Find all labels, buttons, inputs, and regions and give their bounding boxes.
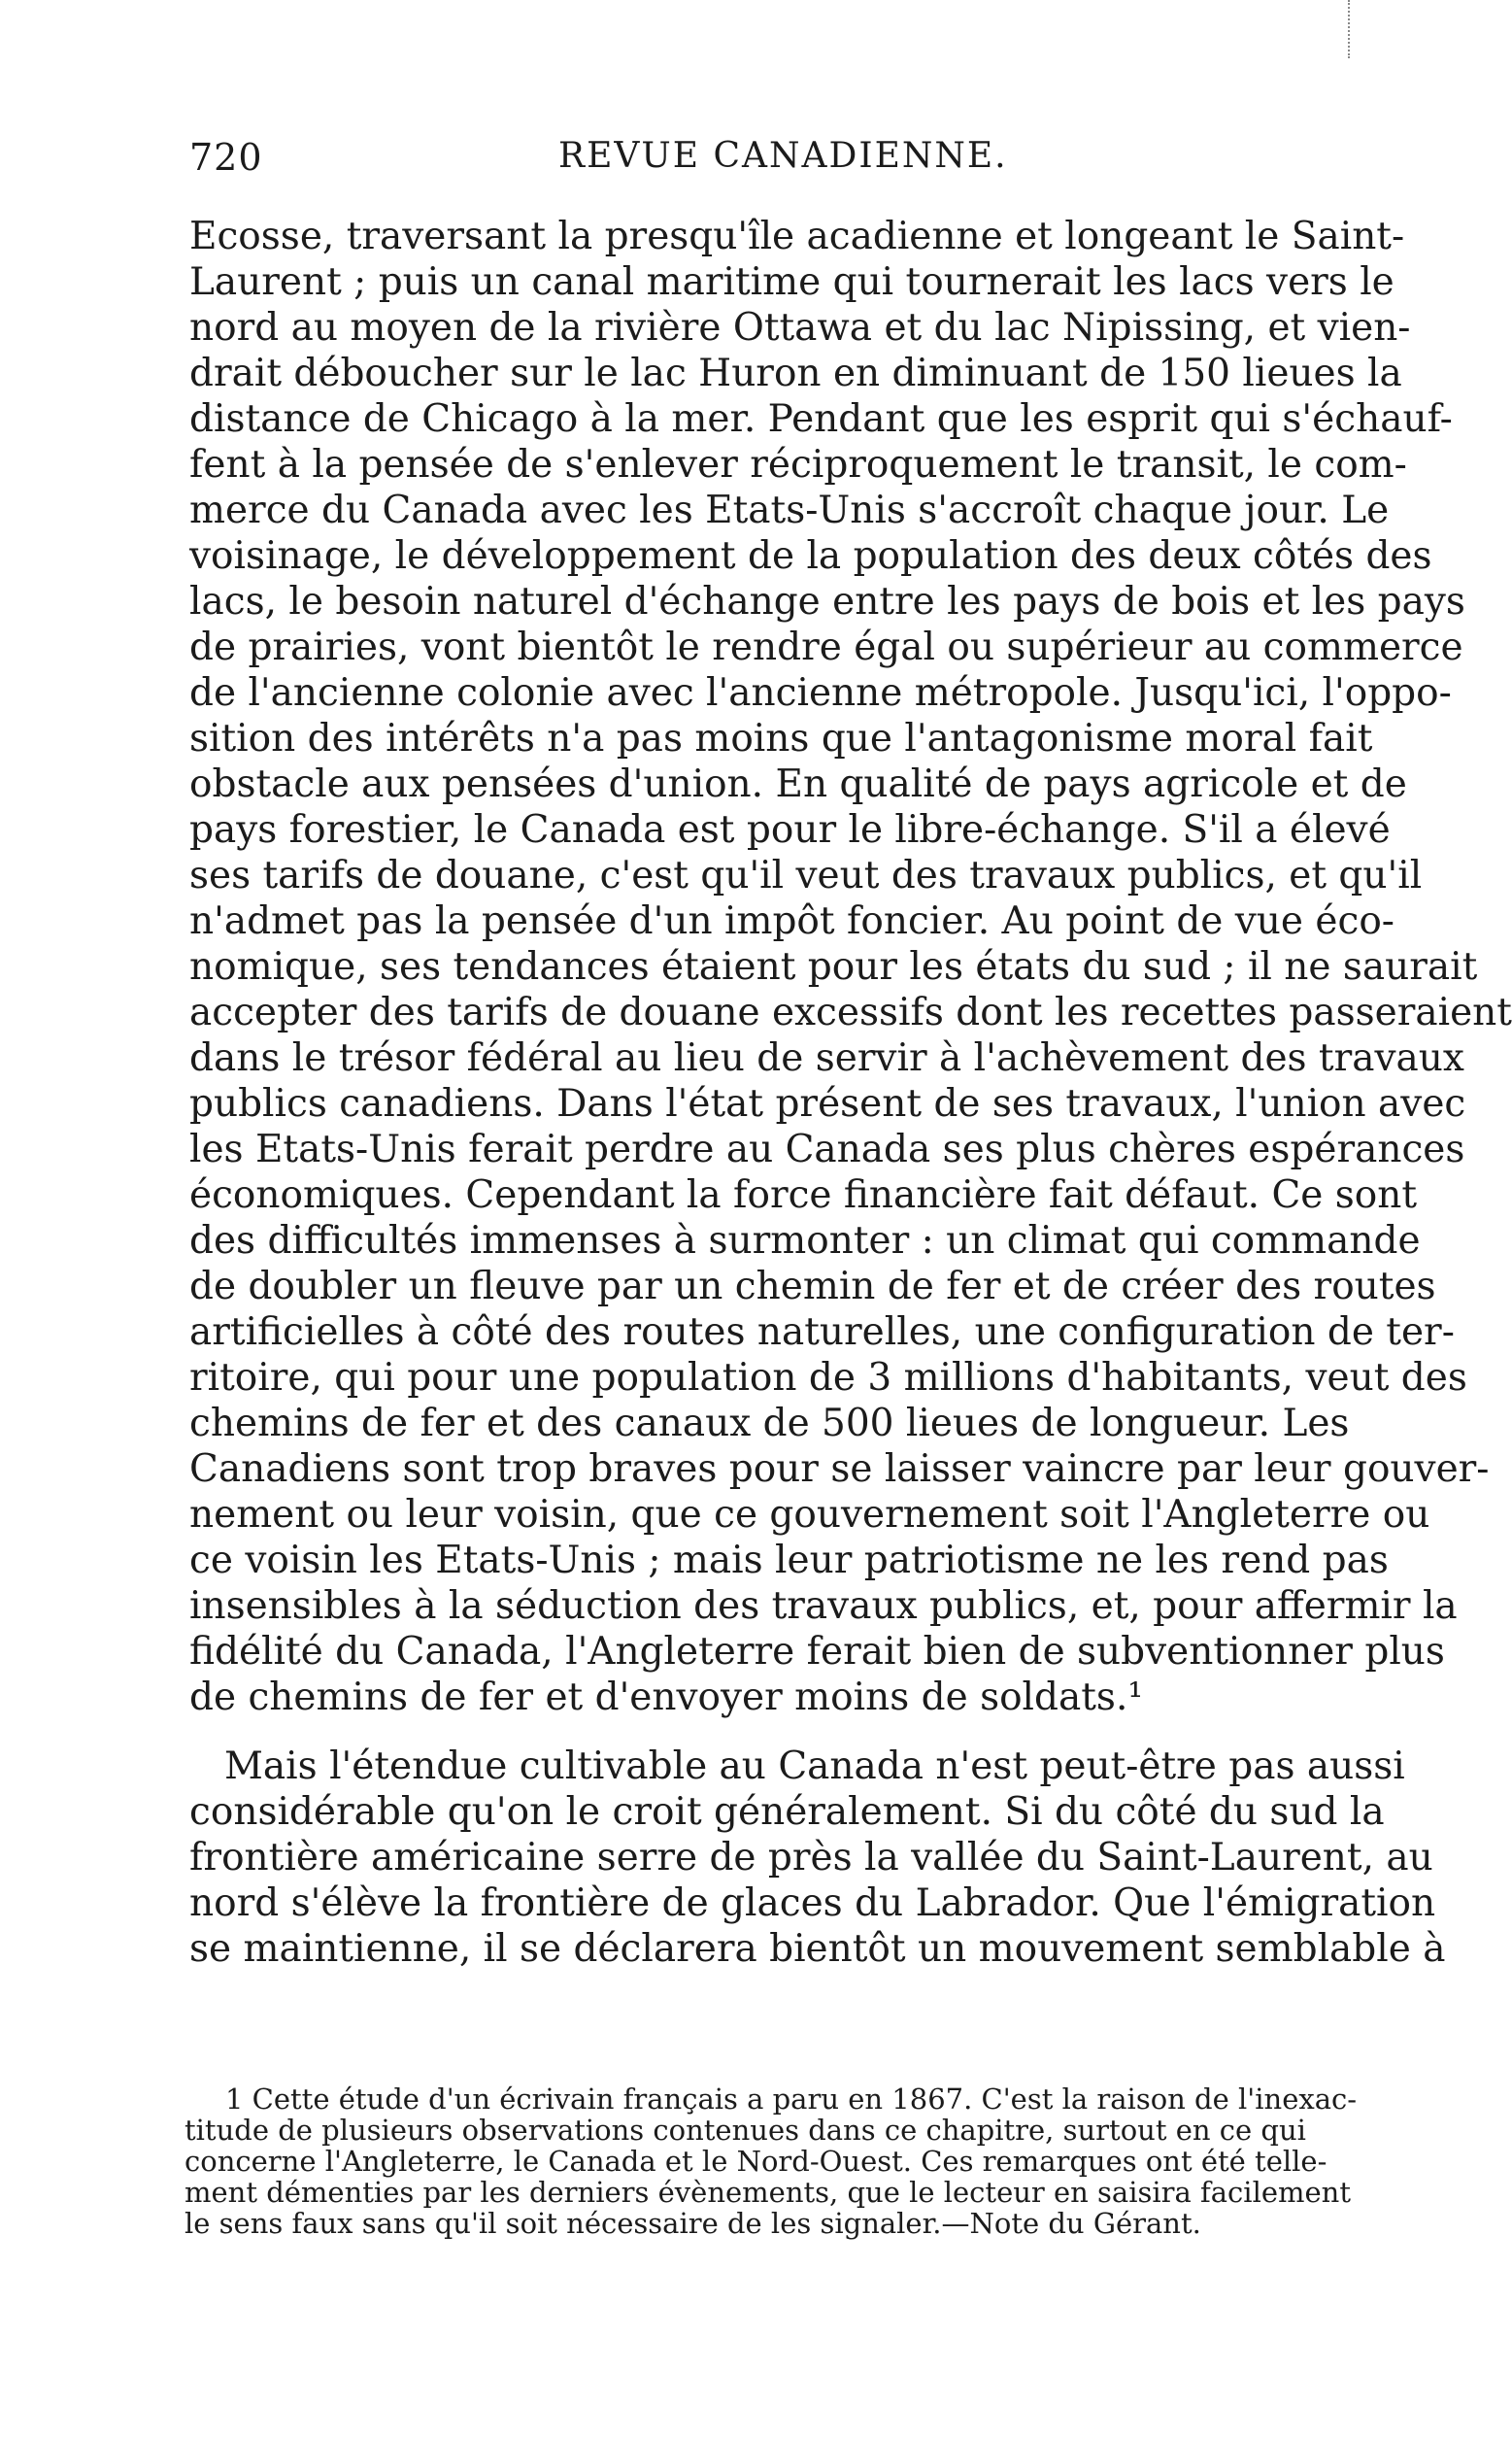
text-line: se maintienne, il se déclarera bientôt un mouvement semblable à: [189, 1927, 1446, 1971]
text-line: de doubler un fleuve par un chemin de fer et de créer des routes: [189, 1265, 1436, 1308]
footnote-line: ment démenties par les derniers évènements, que le lecteur en saisira facilement: [185, 2176, 1351, 2209]
text-line: nord s'élève la frontière de glaces du Labrador. Que l'émigration: [189, 1881, 1436, 1925]
body-text: [189, 214, 1512, 1972]
text-line: ce voisin les Etats-Unis ; mais leur patriotisme ne les rend pas: [189, 1539, 1389, 1582]
text-line: les Etats-Unis ferait perdre au Canada ses plus chères espérances: [189, 1128, 1465, 1171]
text-line: ritoire, qui pour une population de 3 millions d'habitants, veut des: [189, 1356, 1467, 1400]
text-line: fidélité du Canada, l'Angleterre ferait bien de subventionner plus: [189, 1630, 1445, 1674]
page-header: [189, 136, 1063, 194]
text-line: n'admet pas la pensée d'un impôt foncier. Au point de vue éco-: [189, 899, 1394, 943]
paragraph-gap: [189, 1720, 1355, 1744]
text-line: chemins de fer et des canaux de 500 lieues de longueur. Les: [189, 1402, 1350, 1445]
text-line: accepter des tarifs de douane excessifs dont les recettes passeraient: [189, 991, 1512, 1034]
text-line: insensibles à la séduction des travaux publics, et, pour affermir la: [189, 1584, 1458, 1628]
text-line: nord au moyen de la rivière Ottawa et du lac Nipissing, et vien-: [189, 306, 1411, 350]
text-line: pays forestier, le Canada est pour le libre-échange. S'il a élevé: [189, 808, 1391, 852]
text-line: considérable qu'on le croit généralement. Si du côté du sud la: [189, 1790, 1385, 1834]
text-line: voisinage, le développement de la population des deux côtés des: [189, 534, 1432, 578]
text-line: obstacle aux pensées d'union. En qualité de pays agricole et de: [189, 762, 1407, 806]
text-line: de prairies, vont bientôt le rendre égal ou supérieur au commerce: [189, 626, 1463, 669]
text-line: Canadiens sont trop braves pour se laisser vaincre par leur gouver-: [189, 1447, 1490, 1491]
text-line: drait déboucher sur le lac Huron en diminuant de 150 lieues la: [189, 352, 1402, 395]
text-line: Laurent ; puis un canal maritime qui tournerait les lacs vers le: [189, 260, 1394, 304]
page-edge-mark: [1338, 0, 1350, 58]
text-line: artificielles à côté des routes naturelles, une configuration de ter-: [189, 1310, 1455, 1354]
text-line: de chemins de fer et d'envoyer moins de soldats.¹: [189, 1676, 1143, 1719]
text-line: sition des intérêts n'a pas moins que l'antagonisme moral fait: [189, 717, 1373, 761]
text-line: Ecosse, traversant la presqu'île acadienne et longeant le Saint-: [189, 215, 1405, 258]
text-line: dans le trésor fédéral au lieu de servir à l'achèvement des travaux: [189, 1036, 1464, 1080]
text-line: Mais l'étendue cultivable au Canada n'est peut-être pas aussi: [224, 1744, 1405, 1788]
text-line: lacs, le besoin naturel d'échange entre les pays de bois et les pays: [189, 580, 1465, 624]
footnote: [185, 2082, 1358, 2240]
running-title: REVUE CANADIENNE.: [558, 136, 1008, 176]
text-line: frontière américaine serre de près la vallée du Saint-Laurent, au: [189, 1836, 1433, 1879]
page-number: 720: [189, 136, 263, 179]
text-line: des difficultés immenses à surmonter : un climat qui commande: [189, 1219, 1421, 1263]
text-line: économiques. Cependant la force financière fait défaut. Ce sont: [189, 1173, 1418, 1217]
text-line: fent à la pensée de s'enlever réciproquement le transit, le com-: [189, 443, 1407, 487]
text-line: distance de Chicago à la mer. Pendant que les esprit qui s'échauf-: [189, 397, 1453, 441]
paragraph-2: [189, 1744, 1446, 1972]
paragraph-1: [189, 214, 1512, 1720]
footnote-line: le sens faux sans qu'il soit nécessaire de les signaler.—Note du Gérant.: [185, 2207, 1201, 2240]
text-line: nement ou leur voisin, que ce gouvernement soit l'Angleterre ou: [189, 1493, 1430, 1537]
footnote-line: concerne l'Angleterre, le Canada et le Nord-Ouest. Ces remarques ont été telle-: [185, 2145, 1327, 2178]
text-line: publics canadiens. Dans l'état présent de ses travaux, l'union avec: [189, 1082, 1466, 1126]
text-line: nomique, ses tendances étaient pour les états du sud ; il ne saurait: [189, 945, 1478, 989]
footnote-line: titude de plusieurs observations contenues dans ce chapitre, surtout en ce qui: [185, 2114, 1306, 2147]
text-line: merce du Canada avec les Etats-Unis s'accroît chaque jour. Le: [189, 489, 1390, 532]
text-line: ses tarifs de douane, c'est qu'il veut des travaux publics, et qu'il: [189, 854, 1423, 897]
footnote-line: 1 Cette étude d'un écrivain français a paru en 1867. C'est la raison de l'inexac-: [225, 2082, 1358, 2116]
text-line: de l'ancienne colonie avec l'ancienne métropole. Jusqu'ici, l'oppo-: [189, 671, 1452, 715]
